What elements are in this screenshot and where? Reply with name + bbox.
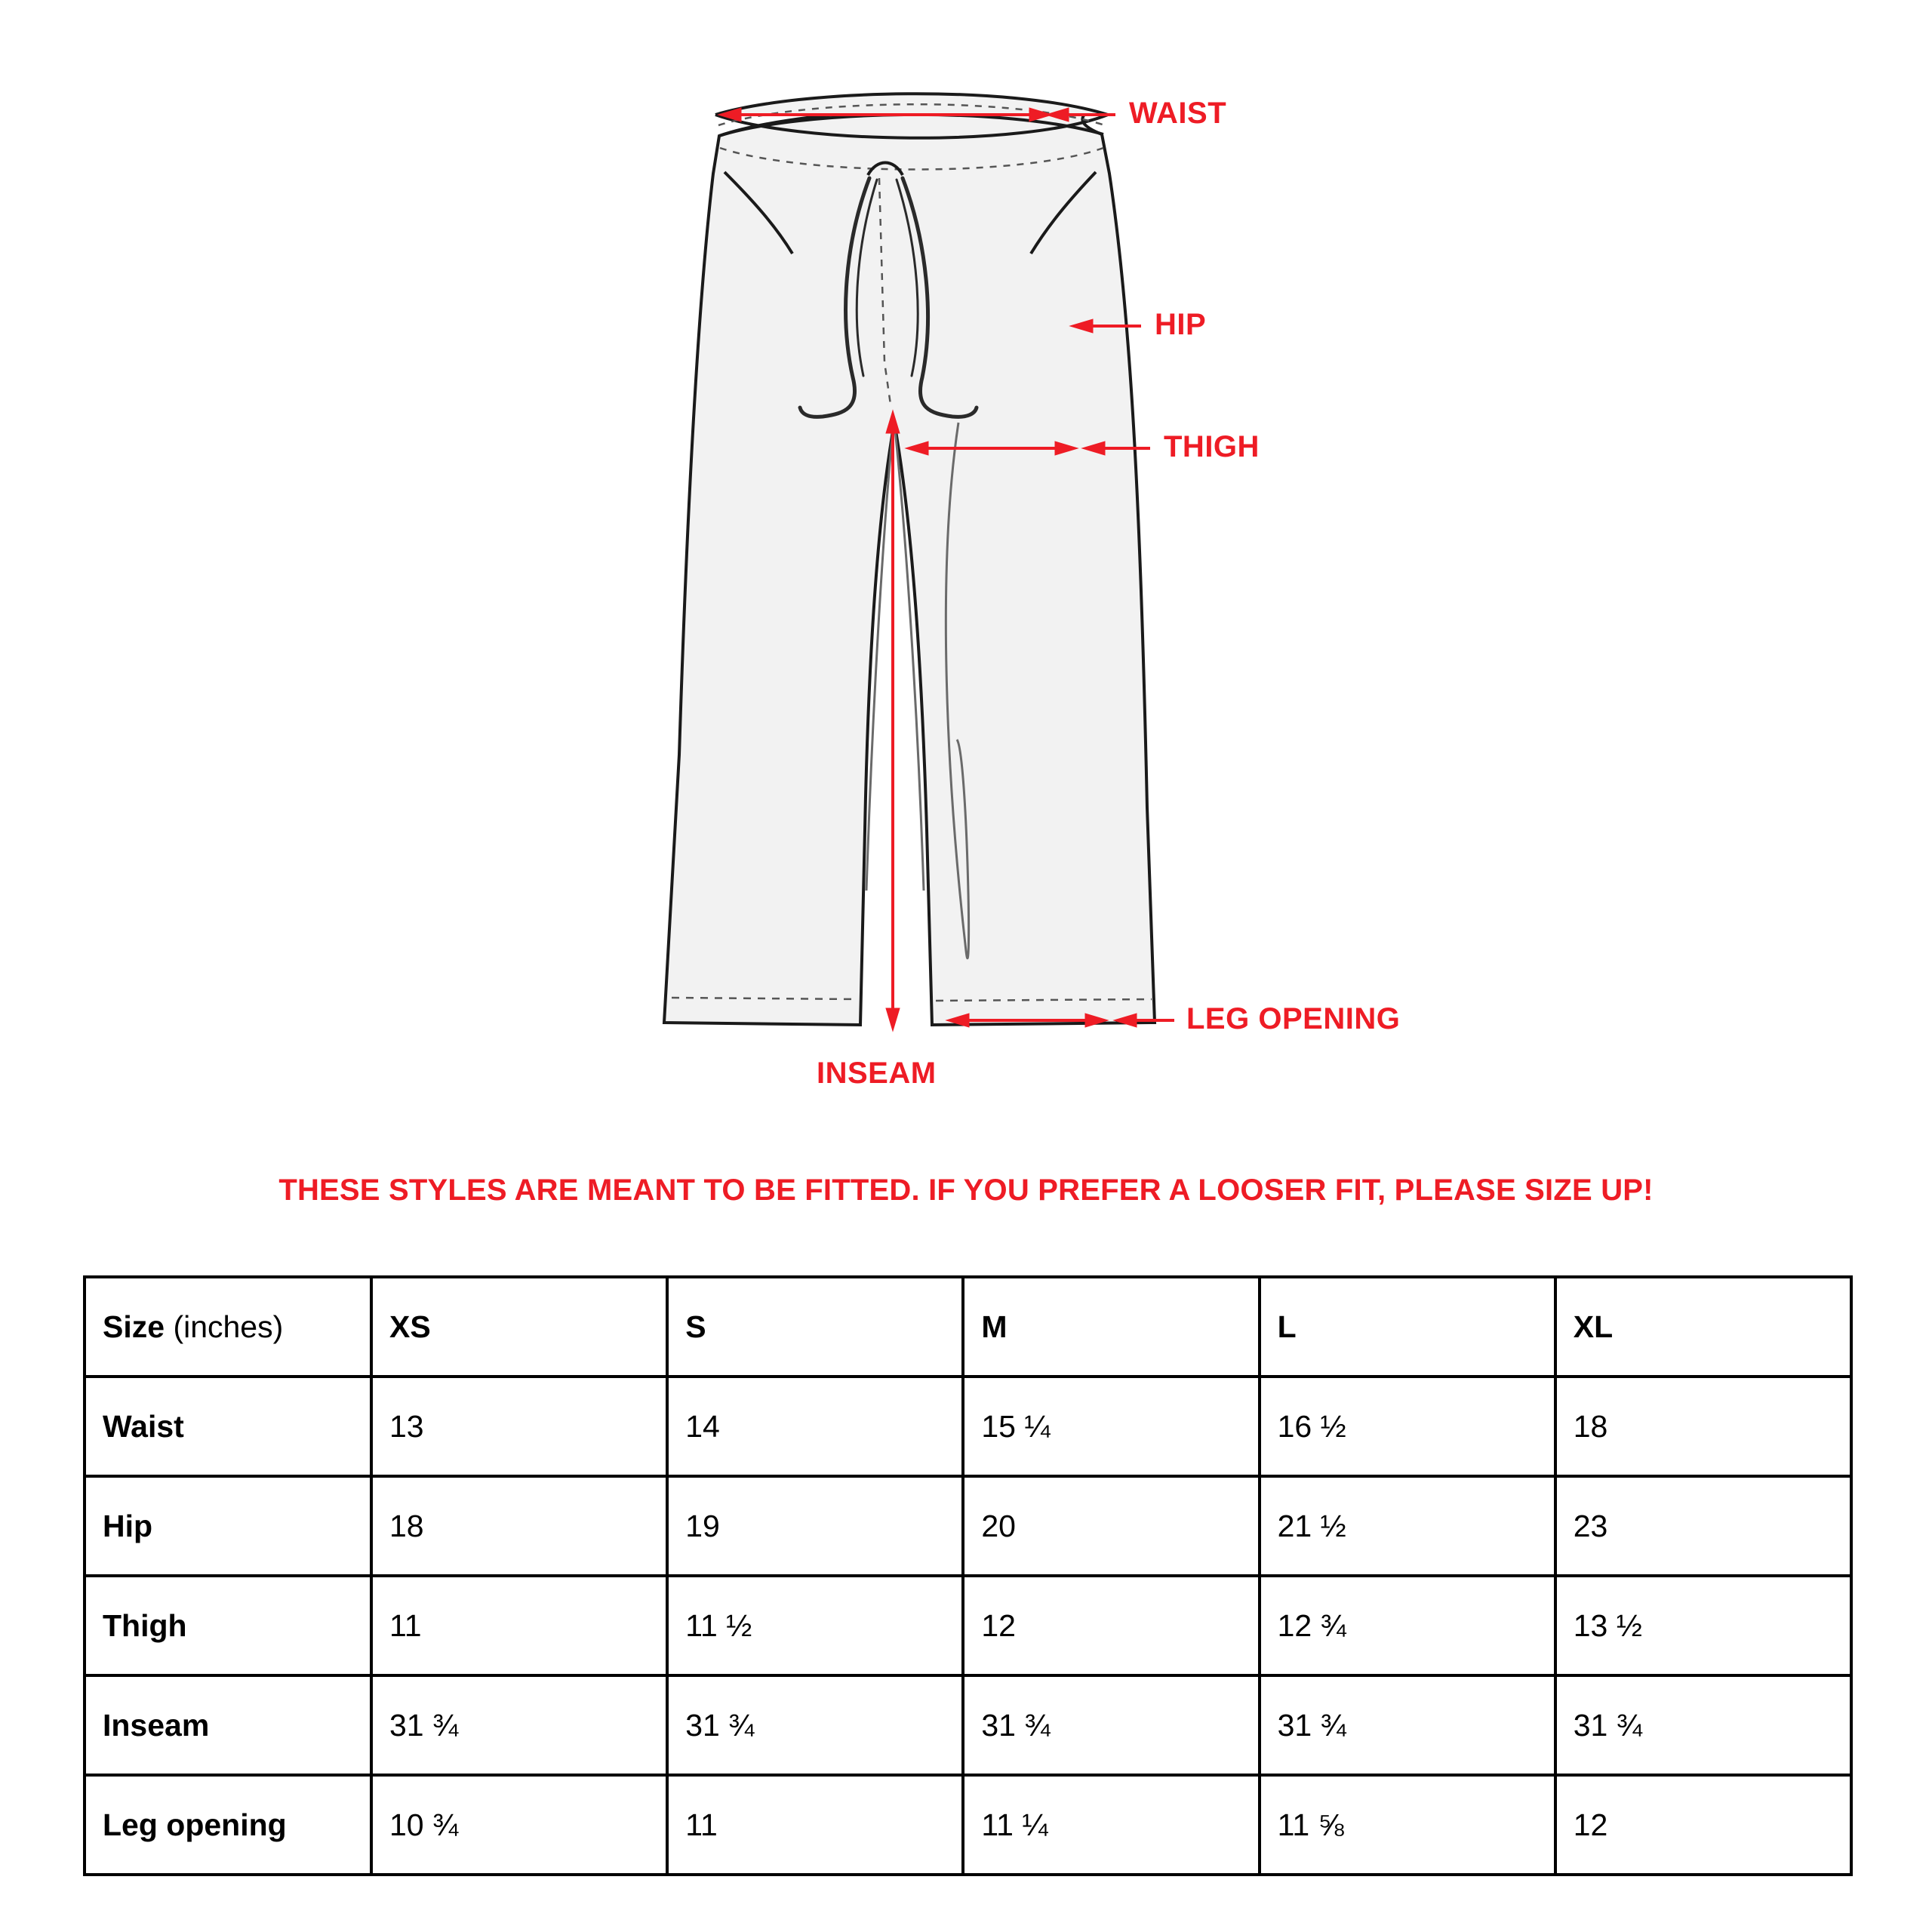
- cell-inseam-s: 31 ¾: [667, 1675, 963, 1775]
- header-size-cell: [85, 1277, 371, 1377]
- size-chart: [83, 1275, 1853, 1876]
- pants-outline: [664, 94, 1155, 1025]
- header-size-s: S: [667, 1277, 963, 1377]
- row-label-thigh: Thigh: [85, 1576, 371, 1675]
- cell-waist-s: 14: [667, 1377, 963, 1476]
- cell-thigh-m: 12: [963, 1576, 1259, 1675]
- cell-hip-xl: 23: [1555, 1476, 1851, 1576]
- cell-inseam-m: 31 ¾: [963, 1675, 1259, 1775]
- cell-hip-s: 19: [667, 1476, 963, 1576]
- fit-notice: THESE STYLES ARE MEANT TO BE FITTED. IF YOU PREFER A LOOSER FIT, PLEASE SIZE UP!: [278, 1174, 1654, 1207]
- cell-thigh-xs: 11: [371, 1576, 667, 1675]
- header-size-l: L: [1260, 1277, 1555, 1377]
- callout-leg-opening: LEG OPENING: [1186, 1002, 1401, 1035]
- header-size-xl: XL: [1555, 1277, 1851, 1377]
- header-unit-label: (inches): [165, 1309, 284, 1344]
- row-label-inseam: Inseam: [85, 1675, 371, 1775]
- table-row: [85, 1675, 1851, 1775]
- cell-thigh-s: 11 ½: [667, 1576, 963, 1675]
- cell-inseam-xs: 31 ¾: [371, 1675, 667, 1775]
- cell-hip-m: 20: [963, 1476, 1259, 1576]
- cell-thigh-xl: 13 ½: [1555, 1576, 1851, 1675]
- cell-leg-opening-xs: 10 ¾: [371, 1775, 667, 1875]
- callout-hip: HIP: [1155, 308, 1207, 341]
- callout-waist: WAIST: [1129, 97, 1227, 130]
- cell-thigh-l: 12 ¾: [1260, 1576, 1555, 1675]
- cell-inseam-l: 31 ¾: [1260, 1675, 1555, 1775]
- cell-leg-opening-s: 11: [667, 1775, 963, 1875]
- row-label-hip: Hip: [85, 1476, 371, 1576]
- row-label-waist: Waist: [85, 1377, 371, 1476]
- cell-waist-m: 15 ¼: [963, 1377, 1259, 1476]
- callout-thigh: THIGH: [1164, 430, 1260, 463]
- header-size-xs: XS: [371, 1277, 667, 1377]
- cell-leg-opening-xl: 12: [1555, 1775, 1851, 1875]
- cell-waist-xl: 18: [1555, 1377, 1851, 1476]
- cell-leg-opening-m: 11 ¼: [963, 1775, 1259, 1875]
- table-row: [85, 1377, 1851, 1476]
- cell-hip-l: 21 ½: [1260, 1476, 1555, 1576]
- cell-hip-xs: 18: [371, 1476, 667, 1576]
- row-label-leg-opening: Leg opening: [85, 1775, 371, 1875]
- cell-waist-l: 16 ½: [1260, 1377, 1555, 1476]
- inseam-measure-line: [886, 411, 900, 1031]
- cell-inseam-xl: 31 ¾: [1555, 1675, 1851, 1775]
- table-row: [85, 1476, 1851, 1576]
- header-size-m: M: [963, 1277, 1259, 1377]
- table-row: [85, 1576, 1851, 1675]
- table-header-row: [85, 1277, 1851, 1377]
- size-table: [83, 1275, 1853, 1876]
- table-row: [85, 1775, 1851, 1875]
- callout-inseam: INSEAM: [817, 1057, 937, 1090]
- cell-waist-xs: 13: [371, 1377, 667, 1476]
- cell-leg-opening-l: 11 ⅝: [1260, 1775, 1555, 1875]
- header-size-label: Size: [103, 1309, 165, 1344]
